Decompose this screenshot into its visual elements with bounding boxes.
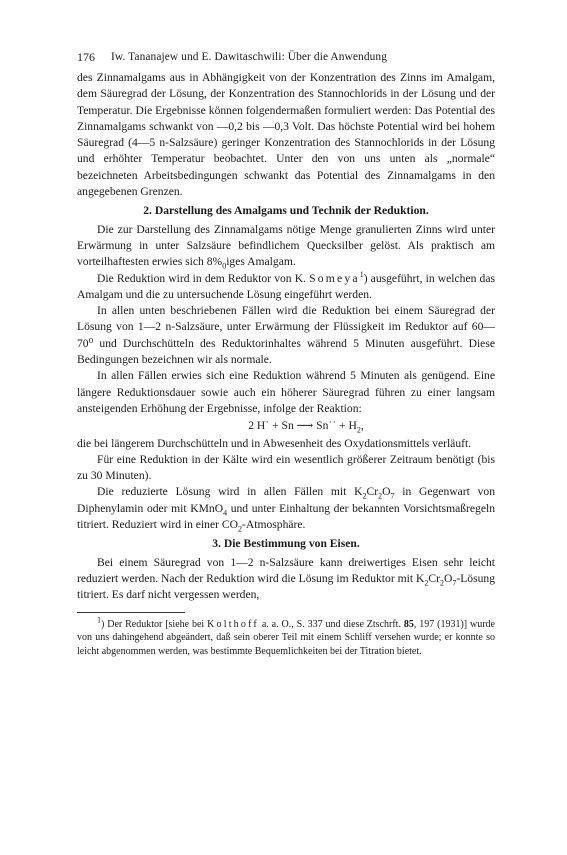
paragraph-equation-note: die bei längerem Durchschütteln und in Abwesenheit des Oxydationsmittels verläuft. <box>77 436 472 450</box>
author-name-kolthoff: Kolthoff <box>207 618 259 630</box>
section-heading-3: 3. Die Bestimmung von Eisen. <box>212 537 360 551</box>
paragraph-reductor: Die Reduktion wird in dem Reduktor von K. Someya$^1$) ausgeführt, in welchen das Amalgam und die zu untersuchende Lösung eingeführt werden. <box>77 269 495 301</box>
page <box>77 49 495 658</box>
paragraph-iron-determination: Bei einem Säuregrad von 1—2 n-Salzsäure kann dreiwertiges Eisen sehr leicht reduziert werden. Nach der Reduktion wird die Lösung im Reduktor mit $K_2Cr_2O_7$-Lösung titriert. Es darf nicht vergessen werden, <box>77 555 495 602</box>
section-heading-2: 2. Darstellung des Amalgams und Technik der Reduktion. <box>143 204 429 218</box>
paragraph-reduction-time: In allen Fällen erwies sich eine Reduktion während 5 Minuten als genügend. Eine längere Reduktionsdauer sowie auch ein höherer Säuregrad führen zu einer langsam ansteigenden Erhöhung der Ergebnisse, infolge der Reaktion: <box>77 369 495 415</box>
subscript-marker: 0 <box>222 261 227 271</box>
footnote-ref: 1 <box>359 269 364 279</box>
running-title: Iw. Tananajew und E. Dawitaschwili: Über die Anwendung <box>111 51 388 63</box>
page-number: 176 <box>77 50 95 64</box>
paragraph-titration: Die reduzierte Lösung wird in allen Fällen mit $K_2Cr_2O_7$ in Gegenwart von Diphenylamin oder mit KMnO$_4$ und unter Einhaltung der bekannten Vorsichtsmaßregeln titriert. Reduziert wird in einer $CO_2$-Atmosphäre. <box>77 485 495 534</box>
paragraph-cold-reduction: Für eine Reduktion in der Kälte wird ein wesentlich größerer Zeitraum benötigt (bis zu 30 Minuten). <box>77 452 495 483</box>
reaction-equation: 2 H˙ + Sn ⟶ Sn˙˙ + $H_2$, <box>248 419 364 435</box>
author-name-someya: Someya <box>309 271 360 285</box>
footnote-1: $^1$) Der Reduktor [siehe bei Kolthoff a. a. O., S. 337 und diese Ztschrft. 85, 197 (1931)] wurde von uns dahingehend abgeändert, daß sein oberer Teil mit einem Schliff versehen wurde; er konnte so leicht abgenommen werden, was bestimmte Bequemlichkeiten bei der Titration bietet. <box>77 615 495 657</box>
footnote-divider <box>77 612 185 613</box>
paragraph-conditions: In allen unten beschriebenen Fällen wird die Reduktion bei einem Säuregrad der Lösung von 1—2 n-Salzsäure, unter Erwärmung der Flüssigkeit im Reduktor auf 60—70⁰ und Durchschütteln des Reduktorinhaltes während 5 Minuten ausgeführt. Diese Bedingungen bezeichnen wir als normale. <box>77 304 495 367</box>
running-head <box>77 49 495 68</box>
volume-number: 85 <box>403 618 414 630</box>
footnotes <box>77 615 495 659</box>
paragraph-amalgam-preparation: Die zur Darstellung des Zinnamalgams nötige Menge granulierten Zinns wird unter Erwärmung in unter Salzsäure befindlichem Quecksilber gelöst. Als praktisch am vorteilhaftesten erwies sich $8\%_0iges$ Amalgam. <box>77 222 495 271</box>
paragraph-potential-results: des Zinnamalgams aus in Abhängigkeit von der Konzentration des Zinns im Amalgam, dem Säuregrad der Lösung, der Konzentration des Stannochlorids in der Lösung und der Temperatur. Die Ergebnisse können folgendermaßen formuliert werden: Das Potential des Zinnamalgams schwankt von —0,2 bis —0,3 Volt. Das höchste Potential wird bei hohem Säuregrad (4—5 n-Salzsäure) geringer Konzentration des Stannochlorids in der Lösung und erhöhter Temperatur beobachtet. Unter den von uns unten als „normale“ bezeichneten Arbeitsbedingungen schwankt das Potential des Zinnamalgams in den angegebenen Grenzen. <box>77 71 495 199</box>
